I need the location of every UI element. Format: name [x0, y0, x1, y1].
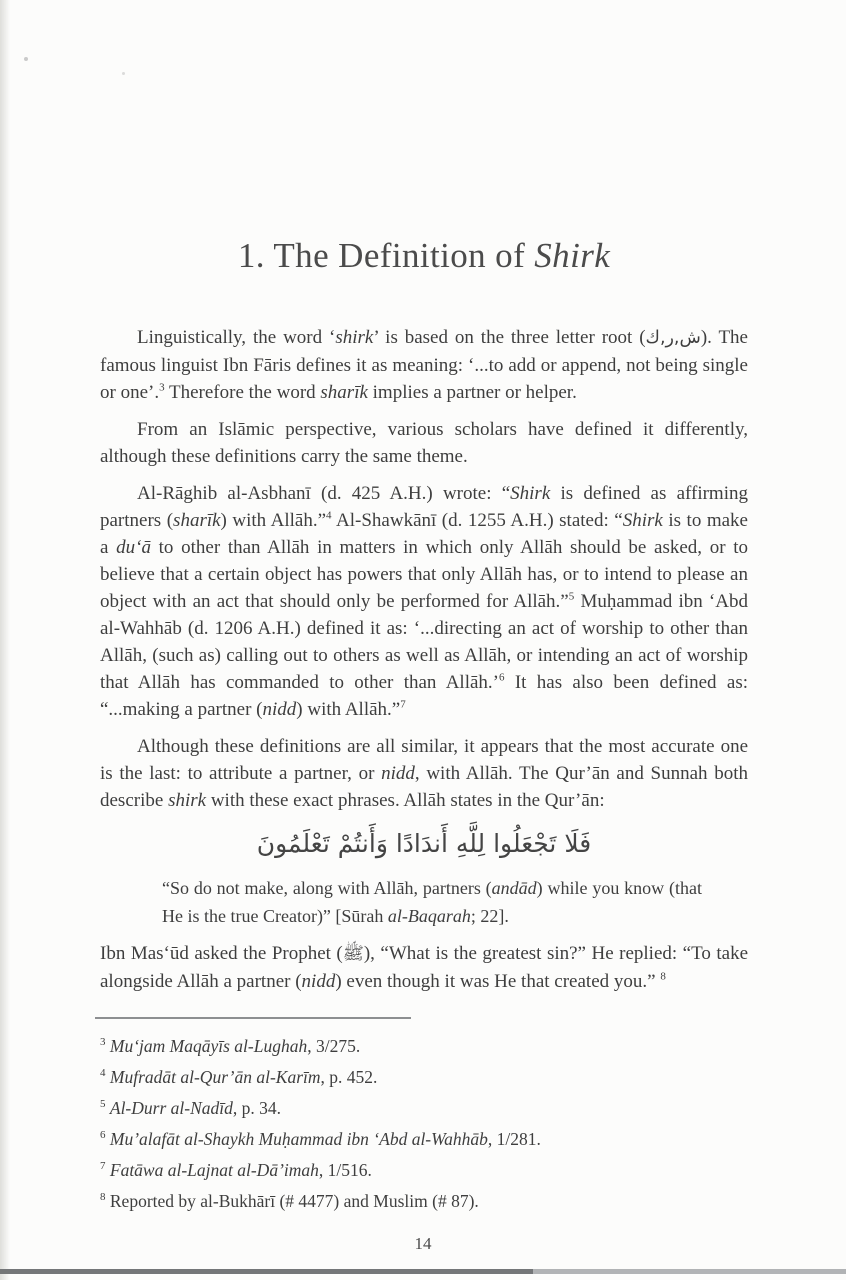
- footnotes-section: [100, 1035, 748, 1212]
- scanner-bed-edge-dark: [0, 1269, 533, 1274]
- paragraph-scholar-definitions: Al-Rāghib al-Asbhanī (d. 425 A.H.) wrote: “Shirk is defined as affirming partners (sharīk) with Allāh.”$^4$ Al-Shawkānī (d. 1255 A.H.) stated: “Shirk is to make a du‘ā to other than Allāh in matters in which only Allāh should be asked, or to believe that a certain object has powers that only Allāh has, or to intend to please an object with an act that should only be performed for Allāh.”$^5$ Muḥammad ibn ‘Abd al-Wahhāb (d. 1206 A.H.) defined it as: ‘...directing an act of worship to other than Allāh, (such as) calling out to others as well as Allāh, or intending an act of worship that Allāh has commanded to other than Allāh.’$^6$ It has also been defined as: “...making a partner (nidd) with Allāh.”$^7$: [100, 483, 749, 720]
- scan-edge-shadow: [0, 0, 10, 1280]
- footnote-4: $^4$ Mufradāt al-Qur’ān al-Karīm, p. 452.: [100, 1067, 378, 1087]
- footnote-8: $^8$ Reported by al-Bukhārī (# 4477) and Muslim (# 87).: [100, 1191, 479, 1211]
- scan-speck: [122, 72, 125, 75]
- verse-translation-blockquote: “So do not make, along with Allāh, partners (andād) while you know (that He is the true Creator)” [Sūrah al-Baqarah; 22].: [162, 878, 703, 926]
- scanner-bed-edge: [0, 1269, 846, 1274]
- paragraph-islamic-perspective: From an Islāmic perspective, various scholars have defined it differently, although these definitions carry the same theme.: [100, 419, 748, 467]
- footnote-6: $^6$ Mu’alafāt al-Shaykh Muḥammad ibn ‘Abd al-Wahhāb, 1/281.: [100, 1129, 541, 1149]
- paragraph-linguistic-definition: Linguistically, the word ‘shirk’ is based on the three letter root (ش,ر,ك). The famous linguist Ibn Fāris defines it as meaning: ‘...to add or append, not being single or one’.$^3$ Therefore the word sharīk implies a partner or helper.: [100, 327, 748, 403]
- page-number: 14: [414, 1234, 432, 1253]
- chapter-title: 1. The Definition of Shirk: [237, 236, 611, 275]
- footnote-separator-rule: [95, 1017, 411, 1019]
- footnote-3: $^3$ Mu‘jam Maqāyīs al-Lughah, 3/275.: [100, 1036, 361, 1056]
- scan-speck: [24, 57, 28, 61]
- scanner-bed-edge-light: [533, 1269, 846, 1274]
- footnote-7: $^7$ Fatāwa al-Lajnat al-Dā’imah, 1/516.: [100, 1160, 372, 1180]
- footnote-5: $^5$ Al-Durr al-Nadīd, p. 34.: [100, 1098, 281, 1118]
- paragraph-hadith-ibn-masud: Ibn Mas‘ūd asked the Prophet (ﷺ), “What is the greatest sin?” He replied: “To take alongside Allāh a partner (nidd) even though it was He that created you.” $^8$: [100, 943, 748, 992]
- paragraph-most-accurate-definition: Although these definitions are all similar, it appears that the most accurate one is the last: to attribute a partner, or nidd, with Allāh. The Qur’ān and Sunnah both describe shirk with these exact phrases. Allāh states in the Qur’ān:: [100, 736, 748, 811]
- quran-verse-arabic: فَلَا تَجْعَلُوا لِلَّهِ أَندَادًا وَأَنتُمْ تَعْلَمُونَ: [256, 829, 592, 858]
